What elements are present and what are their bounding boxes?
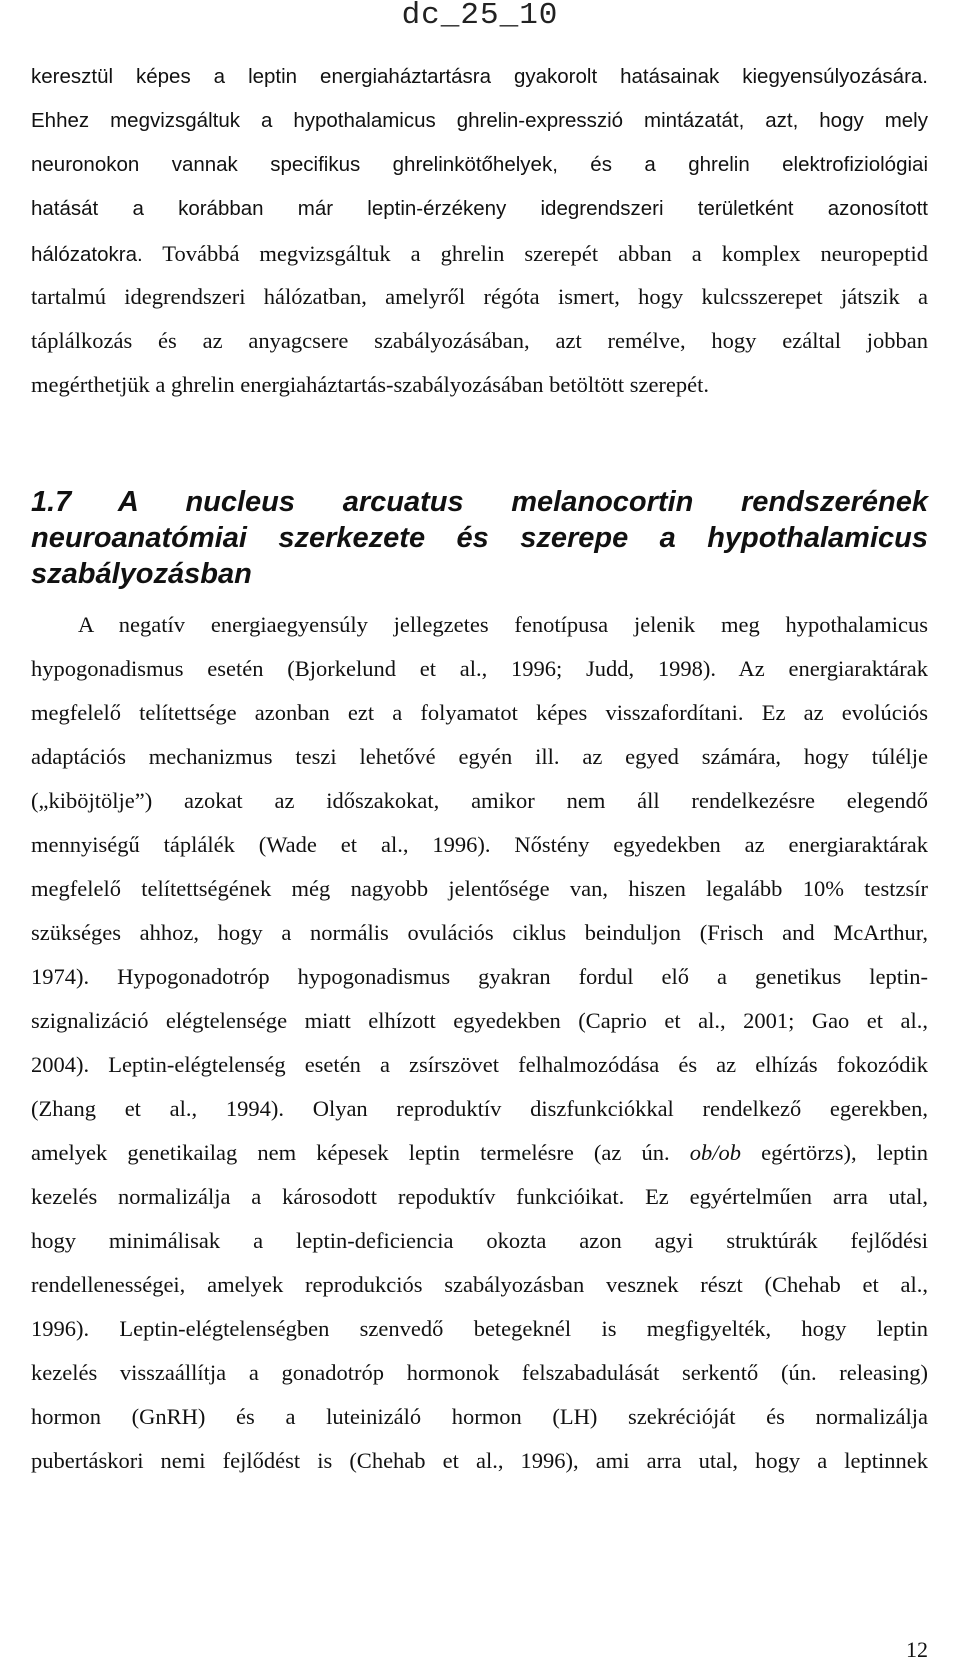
- body-fragment-italic: ob/ob: [689, 1140, 741, 1165]
- body-line: megfelelő telítettsége azonban ezt a folyamatot képes visszafordítani. Ez az evolúciós: [31, 700, 928, 725]
- body-line: („kiböjtölje”) azokat az időszakokat, amikor nem áll rendelkezésre elegendő: [31, 788, 928, 813]
- body-line: szükséges ahhoz, hogy a normális ovulációs ciklus beinduljon (Frisch and McArthur,: [31, 920, 928, 945]
- paragraph-fragment: hálózatokra.: [31, 243, 143, 266]
- body-line: kezelés visszaállítja a gonadotróp hormonok felszabadulását serkentő (ún. releasing): [31, 1360, 928, 1385]
- body-line: hypogonadismus esetén (Bjorkelund et al., 1996; Judd, 1998). Az energiaraktárak: [31, 656, 928, 681]
- body-line: kezelés normalizálja a károsodott repoduktív funkcióikat. Ez egyértelműen arra utal,: [31, 1184, 928, 1209]
- section-heading-line: neuroanatómiai szerkezete és szerepe a hypothalamicus: [31, 522, 928, 554]
- document-id-header: dc_25_10: [401, 0, 559, 33]
- body-fragment: amelyek genetikailag nem képesek leptin termelésre (az ún.: [31, 1140, 690, 1165]
- body-line: szignalizáció elégtelensége miatt elhízott egyedekben (Caprio et al., 2001; Gao et al.,: [31, 1008, 928, 1033]
- paragraph-line: megérthetjük a ghrelin energiaháztartás-szabályozásában betöltött szerepét.: [31, 372, 710, 397]
- body-line: mennyiségű táplálék (Wade et al., 1996). Nőstény egyedekben az energiaraktárak: [31, 832, 928, 857]
- paragraph-line-mixed: [31, 241, 928, 267]
- body-line: 2004). Leptin-elégtelenség esetén a zsírszövet felhalmozódása és az elhízás fokozódik: [31, 1052, 928, 1077]
- paragraph-line: hatását a korábban már leptin-érzékeny idegrendszeri területként azonosított: [31, 197, 928, 220]
- body-line: pubertáskori nemi fejlődést is (Chehab et al., 1996), ami arra utal, hogy a leptinnek: [31, 1448, 928, 1473]
- body-line: rendellenességei, amelyek reprodukciós szabályozásban vesznek részt (Chehab et al.,: [31, 1272, 928, 1297]
- body-line: (Zhang et al., 1994). Olyan reproduktív diszfunkciókkal rendelkező egerekben,: [31, 1096, 928, 1121]
- body-line: A negatív energiaegyensúly jellegzetes fenotípusa jelenik meg hypothalamicus: [78, 612, 928, 637]
- paragraph-line: neuronokon vannak specifikus ghrelinkötőhelyek, és a ghrelin elektrofiziológiai: [31, 153, 928, 176]
- paragraph-line: táplálkozás és az anyagcsere szabályozásában, azt remélve, hogy ezáltal jobban: [31, 328, 928, 353]
- body-line: adaptációs mechanizmus teszi lehetővé egyén ill. az egyed számára, hogy túlélje: [31, 744, 928, 769]
- body-line: 1996). Leptin-elégtelenségben szenvedő betegeknél is megfigyelték, hogy leptin: [31, 1316, 928, 1341]
- page-number: 12: [906, 1637, 928, 1662]
- section-heading-line: szabályozásban: [31, 558, 252, 590]
- paragraph-line: keresztül képes a leptin energiaháztartásra gyakorolt hatásainak kiegyensúlyozására.: [31, 65, 928, 88]
- paragraph-fragment: Továbbá megvizsgáltuk a ghrelin szerepét abban a komplex neuropeptid: [142, 241, 928, 266]
- body-line: 1974). Hypogonadotróp hypogonadismus gyakran fordul elő a genetikus leptin-: [31, 964, 928, 989]
- paragraph-line: tartalmú idegrendszeri hálózatban, amelyről régóta ismert, hogy kulcsszerepet játszik a: [31, 284, 928, 309]
- body-line: megfelelő telítettségének még nagyobb jelentősége van, hiszen legalább 10% testzsír: [31, 876, 928, 901]
- body-fragment: egértörzs), leptin: [740, 1140, 928, 1165]
- body-line-mixed: [31, 1140, 928, 1166]
- paragraph-line: Ehhez megvizsgáltuk a hypothalamicus ghrelin-expresszió mintázatát, azt, hogy mely: [31, 109, 928, 132]
- body-line: hogy minimálisak a leptin-deficiencia okozta azon agyi struktúrák fejlődési: [31, 1228, 928, 1253]
- section-heading-line: 1.7 A nucleus arcuatus melanocortin rendszerének: [31, 486, 928, 518]
- body-line: hormon (GnRH) és a luteinizáló hormon (LH) szekrécióját és normalizálja: [31, 1404, 928, 1429]
